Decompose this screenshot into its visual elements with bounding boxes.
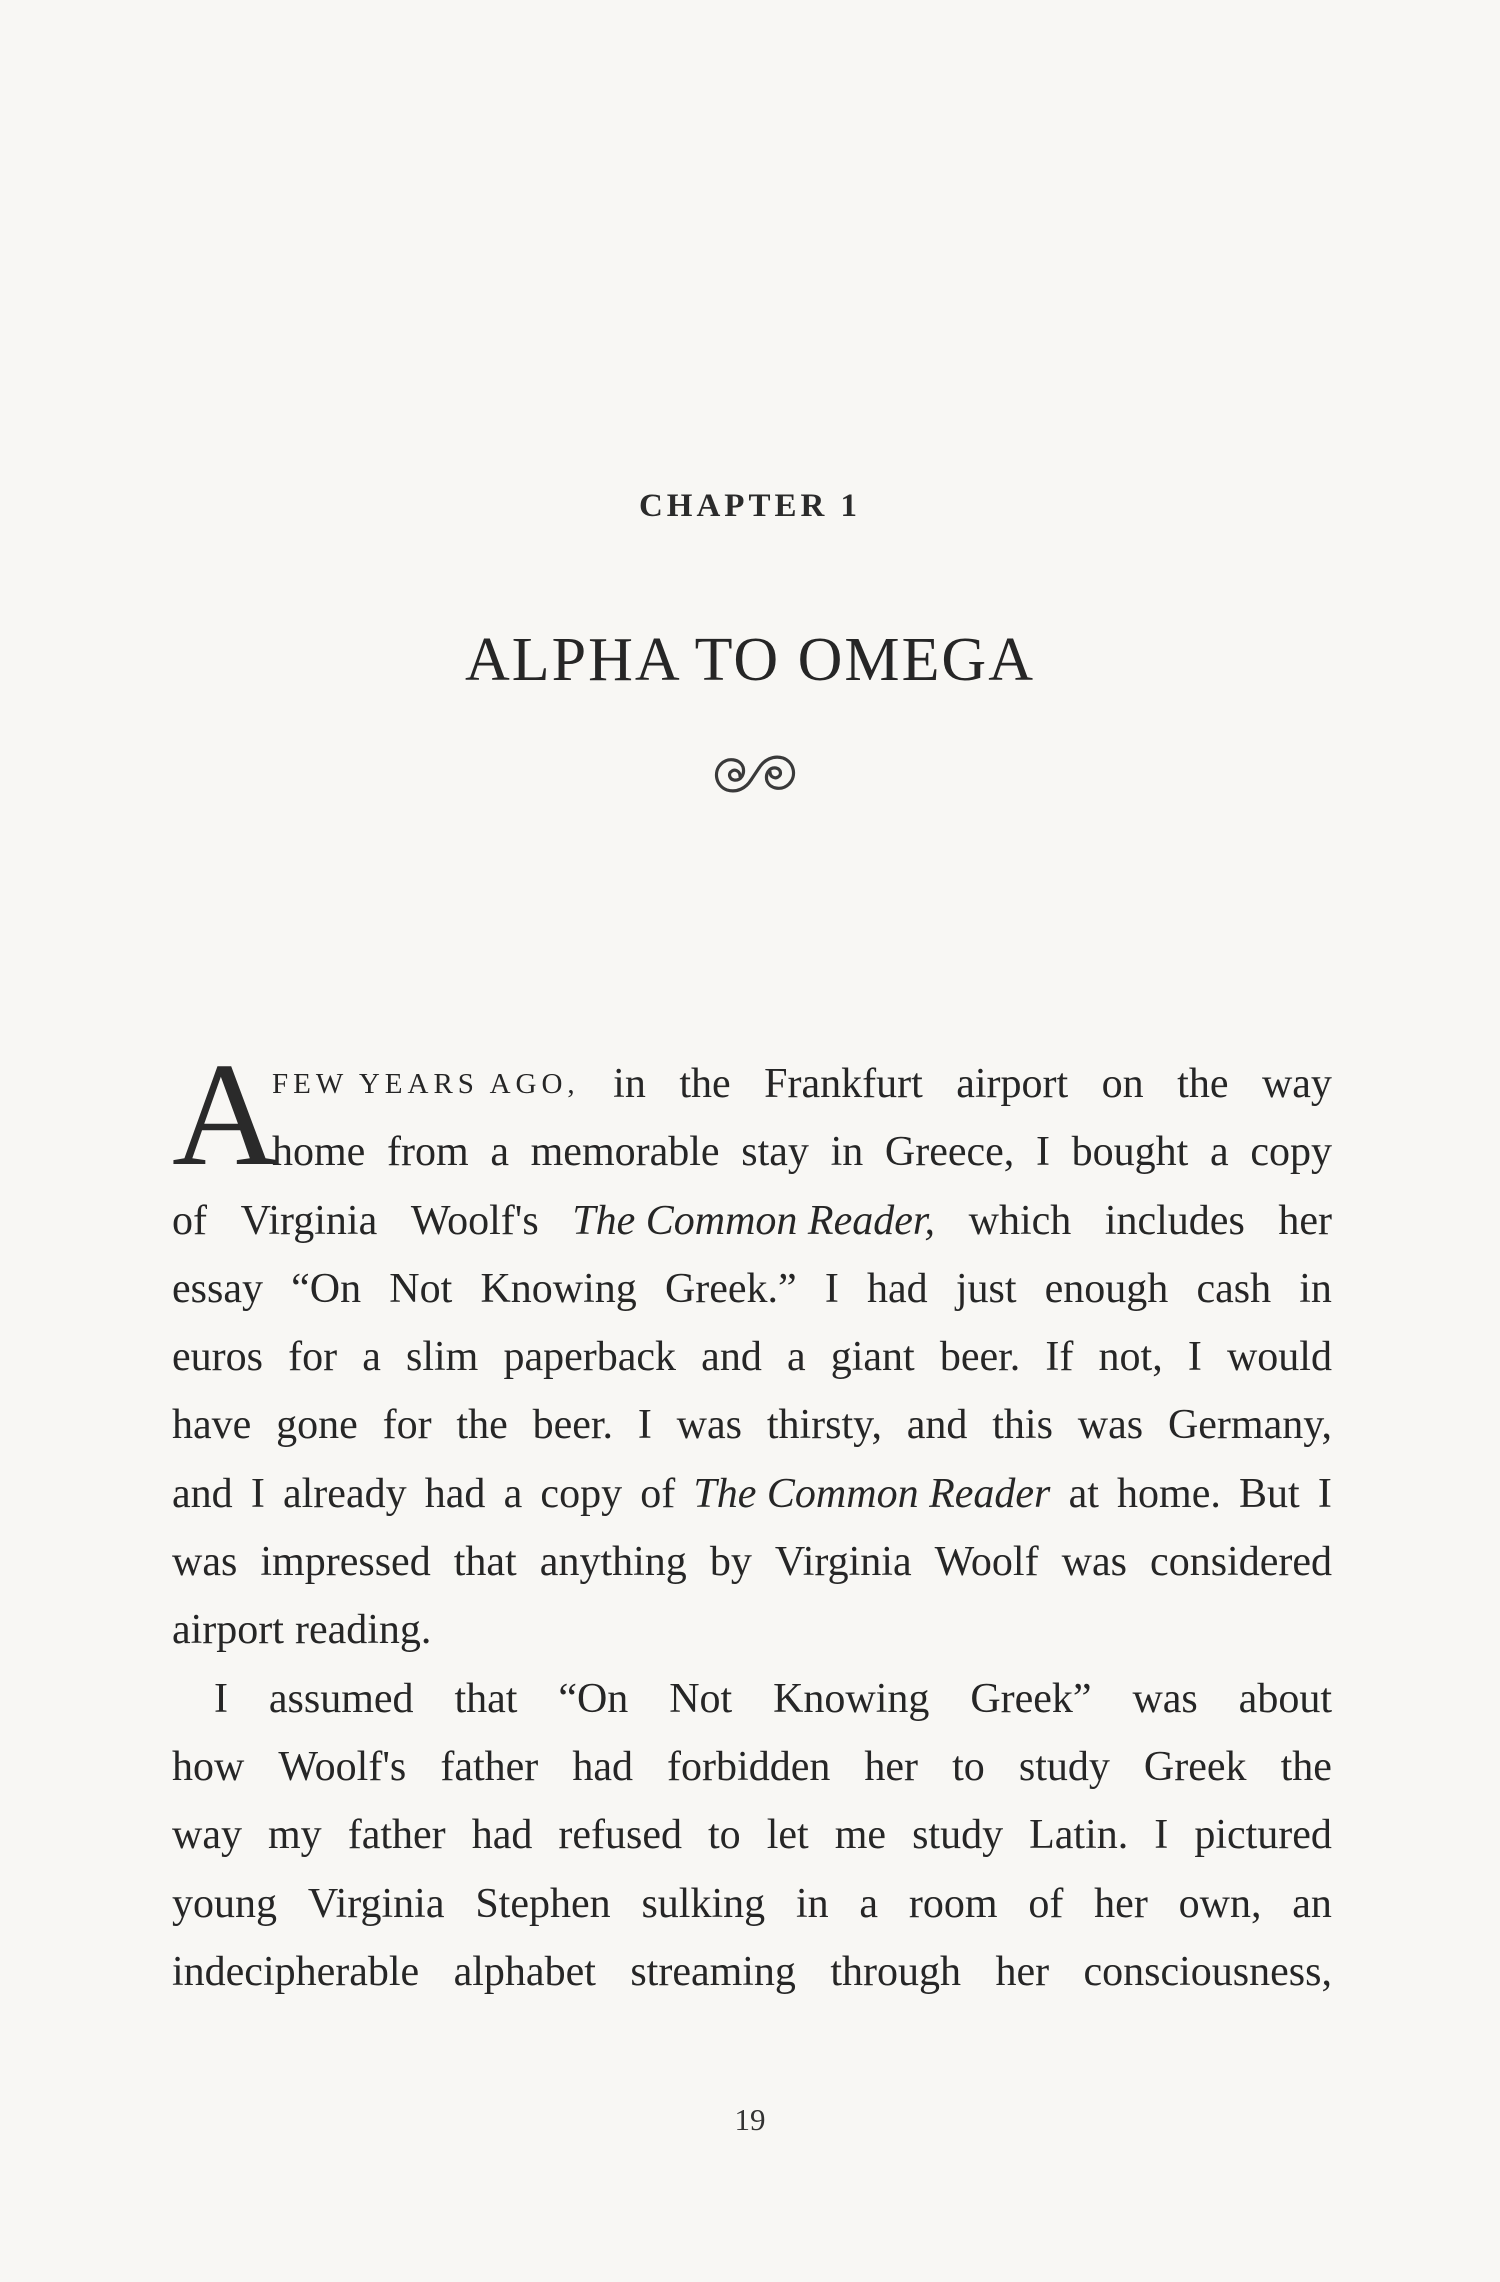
word: for xyxy=(288,1334,338,1381)
word: FEW YEARS AGO, xyxy=(272,1068,580,1100)
word: me xyxy=(834,1812,887,1859)
word: Greece, xyxy=(884,1129,1015,1176)
word: the xyxy=(1177,1061,1229,1107)
word: cash xyxy=(1196,1265,1272,1312)
word: I xyxy=(637,1402,652,1449)
word: memorable xyxy=(530,1129,720,1176)
word: by xyxy=(709,1539,752,1586)
word: home xyxy=(272,1129,366,1176)
word: a xyxy=(1209,1129,1229,1176)
word: on xyxy=(1101,1061,1144,1107)
word: sulking xyxy=(641,1880,766,1927)
word: which xyxy=(968,1197,1072,1244)
word: “On xyxy=(558,1675,629,1722)
word: Stephen xyxy=(475,1880,611,1927)
word: Germany, xyxy=(1167,1402,1332,1449)
word: essay xyxy=(172,1265,263,1312)
text-line xyxy=(172,1938,1332,2006)
chapter-title: ALPHA TO OMEGA xyxy=(465,626,1035,694)
word: a xyxy=(859,1880,879,1927)
word: I xyxy=(1154,1812,1169,1859)
word: copy xyxy=(1250,1129,1332,1176)
word: consciousness, xyxy=(1083,1948,1332,1995)
paragraph-1 xyxy=(172,1033,1332,1665)
word: my xyxy=(268,1812,322,1859)
word: of xyxy=(172,1197,207,1244)
word: Not xyxy=(669,1675,733,1722)
word: father xyxy=(440,1743,539,1790)
word: alphabet xyxy=(453,1948,596,1995)
word: would xyxy=(1226,1334,1332,1381)
word: the xyxy=(679,1061,731,1107)
word: the xyxy=(1280,1743,1332,1790)
text-line xyxy=(172,1460,1332,1528)
text-line xyxy=(172,1733,1332,1801)
word: Greek.” xyxy=(664,1265,797,1312)
word: that xyxy=(454,1675,518,1722)
word: euros xyxy=(172,1334,263,1381)
text-line xyxy=(172,1596,1332,1664)
word: anything xyxy=(539,1539,687,1586)
word: about xyxy=(1238,1675,1332,1722)
word: how xyxy=(172,1743,245,1790)
word: a xyxy=(490,1129,509,1176)
word: at xyxy=(1068,1470,1099,1517)
text-line xyxy=(172,1187,1332,1255)
word: If xyxy=(1045,1334,1074,1381)
text-line xyxy=(172,1665,1332,1733)
word: I xyxy=(250,1470,265,1517)
word: an xyxy=(1292,1880,1332,1927)
word: giant xyxy=(830,1334,915,1381)
word: Knowing xyxy=(773,1675,930,1722)
word: her xyxy=(1278,1197,1332,1244)
word: I xyxy=(824,1265,839,1312)
page-number: 19 xyxy=(734,2102,766,2137)
word: in xyxy=(613,1061,646,1107)
word: Virginia xyxy=(240,1197,378,1244)
word: refused xyxy=(558,1812,682,1859)
word: But xyxy=(1239,1470,1300,1517)
word: The Common Reader, xyxy=(572,1197,936,1244)
word: her xyxy=(864,1743,919,1790)
text-line xyxy=(172,1870,1332,1938)
word: through xyxy=(830,1948,962,1995)
text-line xyxy=(172,1391,1332,1459)
word: this xyxy=(992,1402,1053,1449)
word: airport xyxy=(172,1607,284,1654)
word: “On xyxy=(291,1265,362,1312)
word: in xyxy=(795,1880,829,1927)
word: was xyxy=(1132,1675,1198,1722)
text-line xyxy=(172,1255,1332,1323)
word: in xyxy=(1299,1265,1332,1312)
word: from xyxy=(386,1129,469,1176)
word: study xyxy=(912,1812,1004,1859)
word: a xyxy=(786,1334,806,1381)
word: I xyxy=(1035,1129,1050,1176)
word: airport xyxy=(956,1061,1069,1107)
word: pictured xyxy=(1194,1812,1332,1859)
word: room xyxy=(908,1880,998,1927)
word: Not xyxy=(389,1265,453,1312)
word: way xyxy=(172,1812,242,1859)
word: had xyxy=(572,1743,633,1790)
paragraph-2 xyxy=(172,1665,1332,2006)
word: to xyxy=(952,1743,985,1790)
word: bought xyxy=(1071,1129,1189,1176)
word: have xyxy=(172,1402,252,1449)
word: and xyxy=(701,1334,762,1381)
word: way xyxy=(1261,1061,1332,1107)
word: for xyxy=(382,1402,432,1449)
text-line xyxy=(172,1323,1332,1391)
drop-cap: A xyxy=(172,1033,279,1197)
word: reading. xyxy=(294,1607,432,1654)
word: was xyxy=(1077,1402,1144,1449)
word: beer. xyxy=(532,1402,614,1449)
word: just xyxy=(955,1265,1017,1312)
word: thirsty, xyxy=(766,1402,882,1449)
word: study xyxy=(1018,1743,1110,1790)
word: copy xyxy=(540,1470,623,1517)
word: streaming xyxy=(630,1948,796,1995)
word: I xyxy=(1187,1334,1202,1381)
word: and xyxy=(906,1402,968,1449)
word: I xyxy=(1317,1470,1332,1517)
word: Greek xyxy=(1143,1743,1247,1790)
word: Woolf xyxy=(934,1539,1039,1586)
word: Greek” xyxy=(970,1675,1092,1722)
word: was xyxy=(676,1402,742,1449)
word: home. xyxy=(1117,1470,1221,1517)
body-text xyxy=(172,1033,1332,2006)
chapter-label: CHAPTER 1 xyxy=(638,488,862,524)
text-line xyxy=(172,1118,1332,1186)
word: already xyxy=(283,1470,407,1517)
word: considered xyxy=(1150,1539,1332,1586)
word: a xyxy=(503,1470,523,1517)
word: includes xyxy=(1104,1197,1245,1244)
word: paperback xyxy=(503,1334,677,1381)
word: assumed xyxy=(268,1675,414,1722)
word: and xyxy=(172,1470,233,1517)
text-line xyxy=(172,1050,1332,1118)
word: her xyxy=(995,1948,1050,1995)
word: I xyxy=(214,1675,228,1722)
text-line xyxy=(172,1801,1332,1869)
word: had xyxy=(424,1470,486,1517)
word: Frankfurt xyxy=(764,1061,923,1107)
word: The Common Reader xyxy=(693,1470,1051,1517)
word: Woolf's xyxy=(410,1197,539,1244)
word: was xyxy=(1061,1539,1127,1586)
word: stay xyxy=(741,1129,809,1176)
word: to xyxy=(708,1812,741,1859)
word: indecipherable xyxy=(172,1948,420,1995)
word: that xyxy=(453,1539,517,1586)
word: let xyxy=(766,1812,809,1859)
text-line xyxy=(172,1528,1332,1596)
word: father xyxy=(347,1812,446,1859)
word: had xyxy=(867,1265,928,1312)
word: own, xyxy=(1178,1880,1262,1927)
word: had xyxy=(471,1812,533,1859)
word: was xyxy=(172,1539,238,1586)
word: of xyxy=(1028,1880,1064,1927)
word: Knowing xyxy=(480,1265,637,1312)
word: enough xyxy=(1044,1265,1169,1312)
word: the xyxy=(456,1402,508,1449)
word: a xyxy=(362,1334,381,1381)
word: not, xyxy=(1098,1334,1163,1381)
word: Woolf's xyxy=(278,1743,407,1790)
word: Latin. xyxy=(1029,1812,1129,1859)
word: beer. xyxy=(939,1334,1021,1381)
word: Virginia xyxy=(307,1880,445,1927)
double-spiral-ornament-icon xyxy=(710,752,800,796)
word: young xyxy=(172,1880,277,1927)
word: slim xyxy=(406,1334,479,1381)
word: Virginia xyxy=(774,1539,912,1586)
word: of xyxy=(640,1470,676,1517)
word: gone xyxy=(276,1402,358,1449)
word: impressed xyxy=(260,1539,431,1586)
word: forbidden xyxy=(667,1743,831,1790)
word: her xyxy=(1094,1880,1148,1927)
word: in xyxy=(830,1129,864,1176)
